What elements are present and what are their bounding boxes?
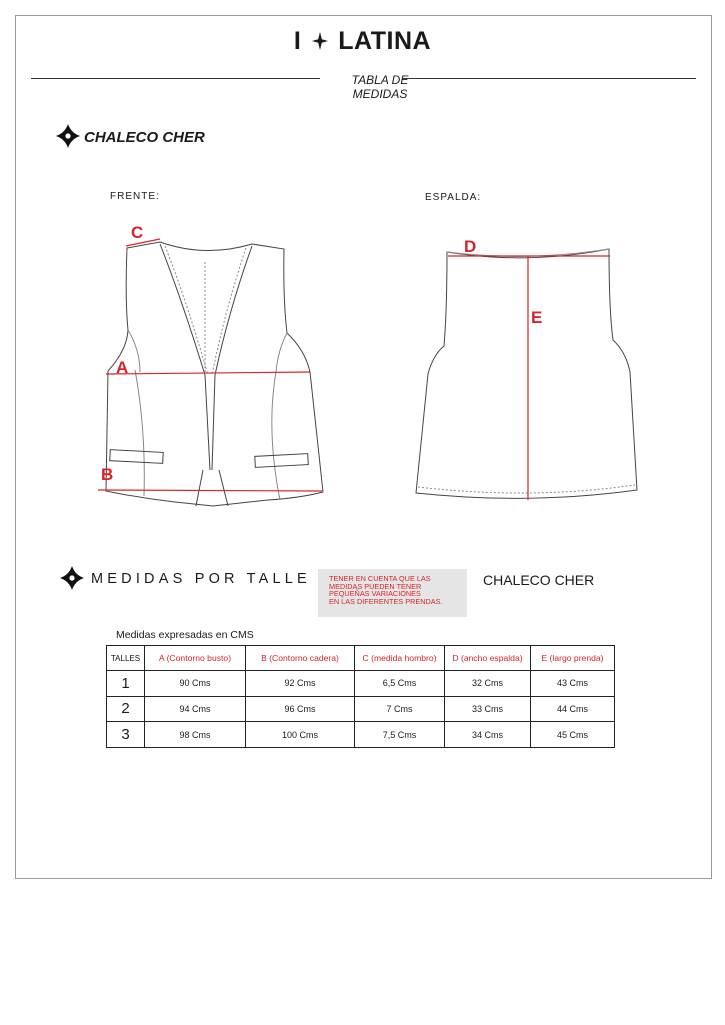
subtitle-line-2: MEDIDAS xyxy=(352,87,408,101)
variation-note xyxy=(318,569,467,617)
front-hem-split xyxy=(196,470,228,506)
size-table xyxy=(106,645,615,748)
cell-size: 3 xyxy=(107,722,145,748)
marker-a: A xyxy=(116,358,129,377)
sizes-product-name: CHALECO CHER xyxy=(483,572,595,588)
cell-a: 94 Cms xyxy=(145,696,246,722)
marker-c: C xyxy=(131,223,144,242)
front-neckline xyxy=(160,244,252,470)
cell-d: 32 Cms xyxy=(445,671,531,697)
header-rule-left xyxy=(31,78,320,79)
table-header-row xyxy=(107,646,615,671)
flower-icon xyxy=(55,123,81,149)
table-row xyxy=(107,722,615,748)
cell-b: 96 Cms xyxy=(246,696,355,722)
brand-left: I xyxy=(293,27,302,55)
back-vest-outline xyxy=(416,249,637,498)
brand-logo xyxy=(0,27,725,56)
note-line-2: MEDIDAS PUEDEN TENER xyxy=(329,581,422,591)
cell-a: 98 Cms xyxy=(145,722,246,748)
back-label: ESPALDA: xyxy=(425,192,482,203)
front-vest-diagram xyxy=(95,215,335,515)
header-e: E (largo prenda) xyxy=(531,646,615,671)
cell-b: 92 Cms xyxy=(246,671,355,697)
page-subtitle xyxy=(310,73,450,101)
marker-d: D xyxy=(464,237,477,256)
measure-line-a xyxy=(106,372,310,374)
cell-e: 44 Cms xyxy=(531,696,615,722)
cell-b: 100 Cms xyxy=(246,722,355,748)
cell-a: 90 Cms xyxy=(145,671,246,697)
cell-c: 6,5 Cms xyxy=(355,671,445,697)
table-row xyxy=(107,696,615,722)
front-armhole-left xyxy=(128,330,140,372)
marker-b: B xyxy=(101,465,114,484)
note-line-3: PEQUEÑAS VARIACIONES xyxy=(329,589,421,599)
front-label: FRENTE: xyxy=(110,191,160,202)
back-hem-inner xyxy=(418,485,635,493)
measure-line-b xyxy=(98,490,322,491)
header-d: D (ancho espalda) xyxy=(445,646,531,671)
header-a: A (Contorno busto) xyxy=(145,646,246,671)
pocket-left xyxy=(110,450,164,464)
back-vest-diagram xyxy=(410,225,650,515)
header-c: C (medida hombro) xyxy=(355,646,445,671)
header-talles: TALLES xyxy=(107,646,145,671)
cell-c: 7 Cms xyxy=(355,696,445,722)
cell-c: 7,5 Cms xyxy=(355,722,445,748)
cell-size: 1 xyxy=(107,671,145,697)
header-b: B (Contorno cadera) xyxy=(246,646,355,671)
pocket-right xyxy=(255,454,309,468)
marker-e: E xyxy=(531,308,543,327)
cell-d: 33 Cms xyxy=(445,696,531,722)
subtitle-line-1: TABLA DE xyxy=(351,73,409,87)
cell-d: 34 Cms xyxy=(445,722,531,748)
cell-e: 43 Cms xyxy=(531,671,615,697)
cell-size: 2 xyxy=(107,696,145,722)
product-title: CHALECO CHER xyxy=(84,129,205,146)
sizes-section-title: MEDIDAS POR TALLE xyxy=(91,571,311,587)
brand-right: LATINA xyxy=(338,27,432,55)
cell-e: 45 Cms xyxy=(531,722,615,748)
front-armhole-right xyxy=(276,333,287,372)
star-icon xyxy=(311,31,329,51)
unit-note: Medidas expresadas en CMS xyxy=(116,629,254,641)
table-row xyxy=(107,671,615,697)
note-line-1: TENER EN CUENTA QUE LAS xyxy=(329,574,431,583)
note-line-4: EN LAS DIFERENTES PRENDAS. xyxy=(329,596,443,606)
flower-icon-sizes xyxy=(59,565,85,591)
front-side-seams xyxy=(135,370,280,500)
